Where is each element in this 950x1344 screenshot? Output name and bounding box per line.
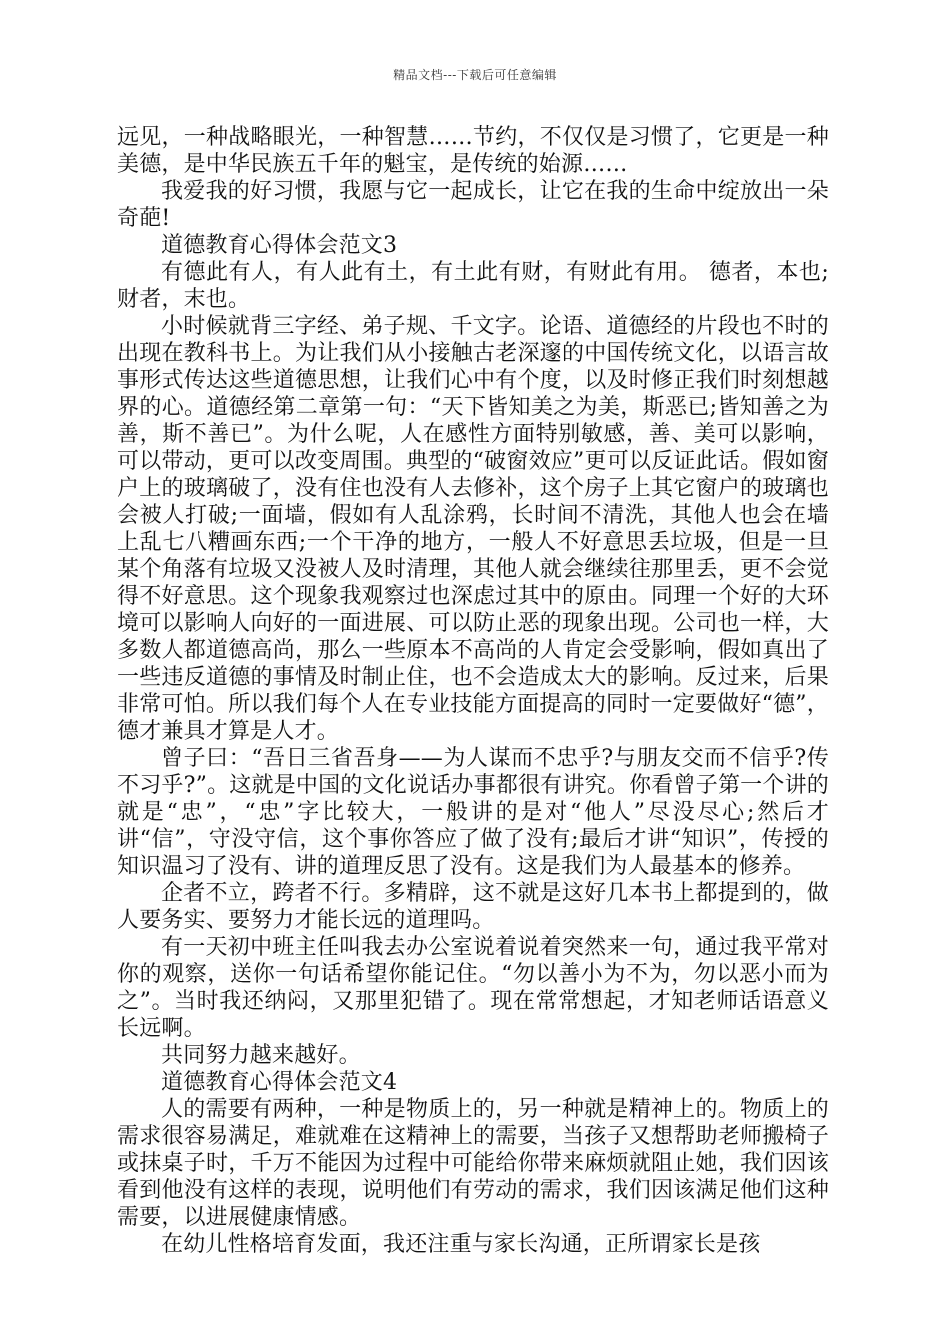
paragraph: 曾子曰：“吾日三省吾身——为人谋而不忠乎?与朋友交而不信乎?传不习乎?”。这就是中国的文化说话办事都很有讲究。你看曾子第一个讲的就是“忠”，“忠”字比较大，一般讲的是对“他人”尽没尽心;然后才讲“信”，守没守信，这个事你答应了做了没有;最后才讲“知识”，传授的知识温习了没有、讲的道理反思了没有。这是我们为人最基本的修养。 (117, 746, 829, 879)
paragraph: 远见，一种战略眼光，一种智慧……节约，不仅仅是习惯了，它更是一种美德，是中华民族五千年的魁宝，是传统的始源…… (117, 125, 829, 177)
paragraph: 有德此有人，有人此有土，有土此有财，有财此有用。 德者，本也;财者，末也。 (117, 260, 829, 312)
paragraph: 人的需要有两种，一种是物质上的，另一种就是精神上的。物质上的需求很容易满足，难就难在这精神上的需要，当孩子又想帮助老师搬椅子或抹桌子时，千万不能因为过程中可能给你带来麻烦就阻止她，我们因该看到他没有这样的表现，说明他们有劳动的需求，我们因该满足他们这种需要，以进展健康情感。 (117, 1097, 829, 1230)
paragraph: 企者不立，跨者不行。多精辟，这不就是这好几本书上都提到的，做人要务实、要努力才能长远的道理吗。 (117, 881, 829, 933)
section-heading: 道德教育心得体会范文4 (161, 1070, 398, 1095)
paragraph: 我爱我的好习惯，我愿与它一起成长，让它在我的生命中绽放出一朵奇葩! (117, 179, 829, 231)
section-heading: 道德教育心得体会范文3 (161, 233, 398, 258)
paragraph: 小时候就背三字经、弟子规、千文字。论语、道德经的片段也不时的出现在教科书上。为让我们从小接触古老深邃的中国传统文化，以语言故事形式传达这些道德思想，让我们心中有个度，以及时修正我们时刻想越界的心。道德经第二章第一句：“天下皆知美之为美，斯恶已;皆知善之为善，斯不善已”。为什么呢，人在感性方面特别敏感，善、美可以影响，可以带动，更可以改变周围。典型的“破窗效应”更可以反证此话。假如窗户上的玻璃破了，没有住也没有人去修补，这个房子上其它窗户的玻璃也会被人打破;一面墙，假如有人乱涂鸦，长时间不清洗，其他人也会在墙上乱七八糟画东西;一个干净的地方，一般人不好意思丢垃圾，但是一旦某个角落有垃圾又没被人及时清理，其他人就会继续往那里丢，更不会觉得不好意思。这个现象我观察过也深虑过其中的原由。同理一个好的大环境可以影响人向好的一面进展、可以防止恶的现象出现。公司也一样，大多数人都道德高尚，那么一些原本不高尚的人肯定会受影响，假如真出了一些违反道德的事情及时制止住，也不会造成太大的影响。反过来，后果非常可怕。所以我们每个人在专业技能方面提高的同时一定要做好“德”，德才兼具才算是人才。 (117, 314, 829, 744)
paragraph: 在幼儿性格培育发面，我还注重与家长沟通，正所谓家长是孩 (161, 1232, 761, 1257)
document-body (117, 124, 829, 1258)
paragraph: 有一天初中班主任叫我去办公室说着说着突然来一句，通过我平常对你的观察，送你一句话希望你能记住。“勿以善小为不为，勿以恶小而为之”。当时我还纳闷，又那里犯错了。现在常常想起，才知老师话语意义长远啊。 (117, 935, 829, 1041)
page-header: 精品文档---下载后可任意编辑 (393, 68, 557, 82)
paragraph: 共同努力越来越好。 (161, 1043, 361, 1068)
